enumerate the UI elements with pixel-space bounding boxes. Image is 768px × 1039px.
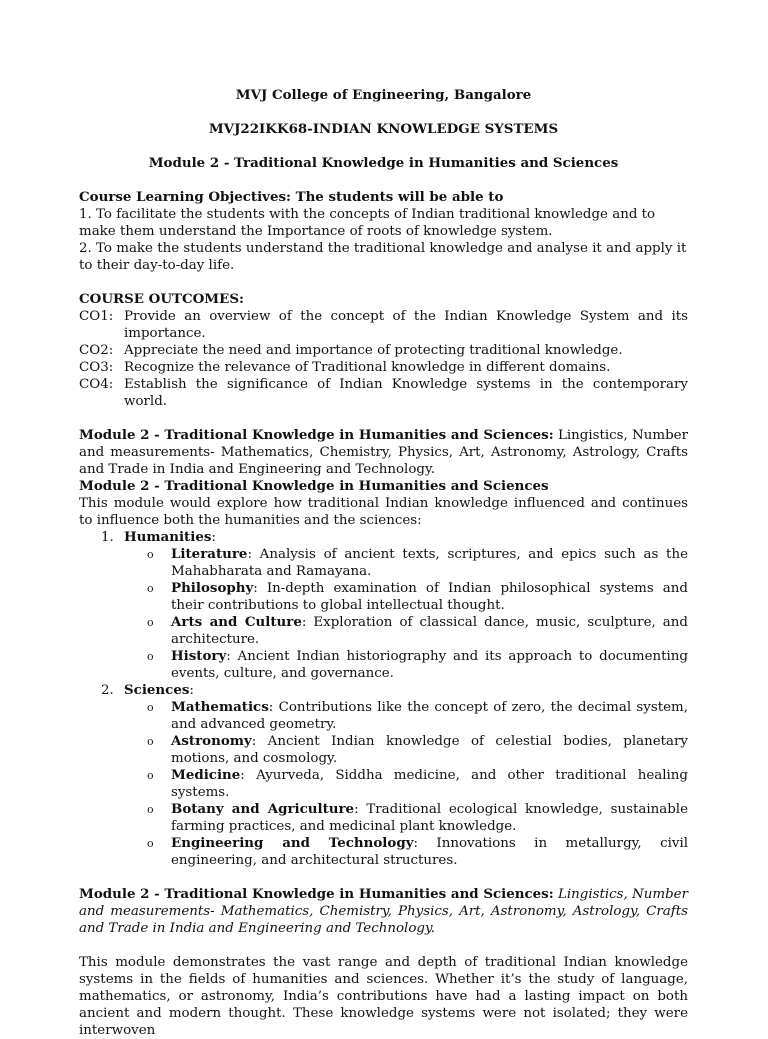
module-summary	[79, 427, 688, 478]
outcome-text: Recognize the relevance of Traditional knowledge in different domains.	[124, 360, 611, 375]
bullet-icon: o	[147, 735, 154, 748]
item-term: Engineering and Technology	[171, 835, 414, 851]
outcome-item	[79, 342, 688, 359]
section-label: Sciences	[124, 682, 190, 698]
item-term: Mathematics	[171, 699, 269, 715]
item-desc: : Ayurveda, Siddha medicine, and other traditional healing systems.	[171, 768, 688, 800]
bullet-icon: o	[147, 616, 154, 629]
humanities-sublist-wrapper	[79, 546, 688, 682]
list-item	[79, 648, 688, 682]
outcome-text: Establish the significance of Indian Knowledge systems in the contemporary world.	[124, 377, 688, 409]
bullet-icon: o	[147, 803, 154, 816]
list-item-humanities	[79, 529, 688, 546]
module-repeat	[79, 886, 688, 937]
item-desc: : Traditional ecological knowledge, sustainable farming practices, and medicinal plant knowledge.	[171, 802, 688, 834]
outcome-item	[79, 359, 688, 376]
item-term: Philosophy	[171, 580, 254, 596]
list-item	[79, 546, 688, 580]
module-summary-title: Module 2 - Traditional Knowledge in Humanities and Sciences:	[79, 427, 554, 443]
module-summary-text: Lingistics, Number and measurements- Mathematics, Chemistry, Physics, Art, Astronomy, Astrology, Crafts and Trade in India and Engineering and Technology.	[79, 428, 688, 477]
course-title: MVJ22IKK68-INDIAN KNOWLEDGE SYSTEMS	[208, 121, 559, 137]
section-colon: :	[189, 683, 194, 698]
sciences-sublist-wrapper	[79, 699, 688, 869]
list-item	[79, 733, 688, 767]
item-desc: : Exploration of classical dance, music, sculpture, and architecture.	[171, 615, 688, 647]
outcome-item	[79, 376, 688, 410]
outcome-text: Provide an overview of the concept of the Indian Knowledge System and its importance.	[124, 309, 688, 341]
list-item-sciences	[79, 682, 688, 699]
college-name: MVJ College of Engineering, Bangalore	[235, 87, 532, 103]
objective-item: 1. To facilitate the students with the concepts of Indian traditional knowledge and to make them understand the Importance of roots of knowledge system.	[79, 207, 656, 239]
humanities-sublist	[79, 546, 688, 682]
item-desc: : Ancient Indian knowledge of celestial bodies, planetary motions, and cosmology.	[171, 734, 688, 766]
list-item	[79, 767, 688, 801]
outcome-text: Appreciate the need and importance of protecting traditional knowledge.	[124, 343, 623, 358]
item-term: Astronomy	[171, 733, 252, 749]
topic-list	[79, 529, 688, 869]
list-item	[79, 835, 688, 869]
module-repeat-text: Lingistics, Number and measurements- Mathematics, Chemistry, Physics, Art, Astronomy, Astrology, Crafts and Trade in India and Engineering and Technology.	[79, 887, 688, 936]
outcomes-section	[79, 291, 688, 410]
module-intro-title: Module 2 - Traditional Knowledge in Humanities and Sciences	[79, 478, 549, 494]
item-desc: : Contributions like the concept of zero, the decimal system, and advanced geometry.	[171, 700, 688, 732]
outcome-code: CO2:	[79, 343, 114, 358]
item-term: Arts and Culture	[171, 614, 302, 630]
list-number: 1.	[101, 530, 114, 545]
item-desc: : In-depth examination of Indian philosophical systems and their contributions to global intellectual thought.	[171, 581, 688, 613]
bullet-icon: o	[147, 769, 154, 782]
item-term: Medicine	[171, 767, 241, 783]
bullet-icon: o	[147, 582, 154, 595]
item-desc: : Ancient Indian historiography and its approach to documenting events, culture, and governance.	[171, 649, 688, 681]
bullet-icon: o	[147, 548, 154, 561]
list-item	[79, 699, 688, 733]
outcome-code: CO1:	[79, 309, 114, 324]
bullet-icon: o	[147, 837, 154, 850]
objective-item: 2. To make the students understand the traditional knowledge and analyse it and apply it to their day-to-day life.	[79, 241, 687, 273]
outcome-code: CO4:	[79, 377, 114, 392]
item-term: History	[171, 648, 227, 664]
outcome-item	[79, 308, 688, 342]
bullet-icon: o	[147, 650, 154, 663]
item-term: Literature	[171, 546, 248, 562]
module-repeat-title: Module 2 - Traditional Knowledge in Humanities and Sciences:	[79, 886, 554, 902]
item-term: Botany and Agriculture	[171, 801, 355, 817]
list-number: 2.	[101, 683, 114, 698]
module-title: Module 2 - Traditional Knowledge in Humanities and Sciences	[148, 155, 619, 171]
sciences-sublist	[79, 699, 688, 869]
list-item	[79, 614, 688, 648]
section-colon: :	[211, 530, 216, 545]
item-desc: : Analysis of ancient texts, scriptures, and epics such as the Mahabharata and Ramayana.	[171, 547, 688, 579]
outcome-code: CO3:	[79, 360, 114, 375]
bullet-icon: o	[147, 701, 154, 714]
list-item	[79, 801, 688, 835]
section-label: Humanities	[124, 529, 212, 545]
item-desc: : Innovations in metallurgy, civil engineering, and architectural structures.	[171, 836, 689, 868]
objectives-section	[79, 189, 688, 274]
closing-paragraph: This module demonstrates the vast range and depth of traditional Indian knowledge systems in the fields of humanities and sciences. Whether it’s the study of language, mathematics, or astronomy, India’s contributions have had a lasting impact on both ancient and modern thought. These knowledge systems were not isolated; they were interwoven	[79, 955, 688, 1038]
list-item	[79, 580, 688, 614]
module-intro-text: This module would explore how traditional Indian knowledge influenced and continues to influence both the humanities and the sciences:	[79, 496, 688, 528]
outcomes-heading: COURSE OUTCOMES:	[79, 291, 244, 307]
objectives-heading: Course Learning Objectives: The students will be able to	[79, 189, 504, 205]
